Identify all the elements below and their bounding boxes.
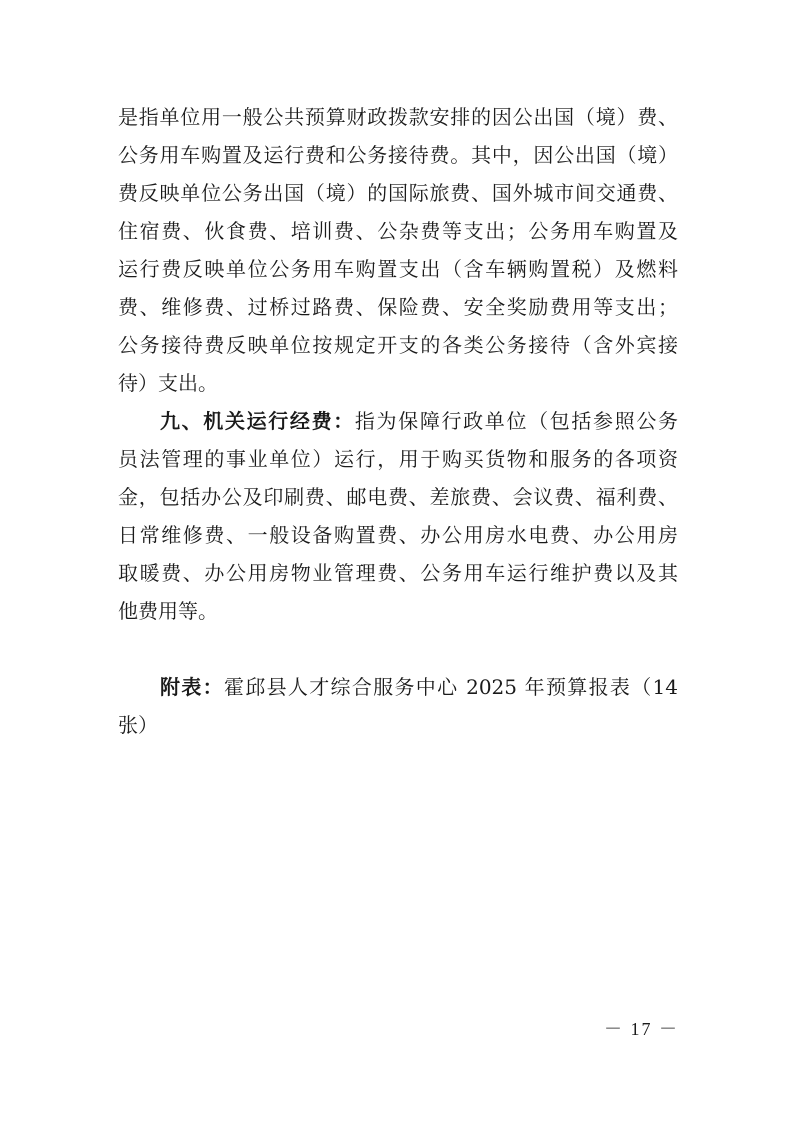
attachment-second-line: 张） [118,713,158,737]
paragraph-line: 公务接待费反映单位按规定开支的各类公务接待（含外宾接 [118,333,678,357]
attachment-title: 霍邱县人才综合服务中心 2025 年预算报表（14 [223,675,679,699]
intro-paragraph [118,98,678,402]
paragraph-line: 待）支出。 [118,371,218,395]
attachment-note [118,668,678,744]
attachment-label: 附表： [160,675,224,699]
paragraph-line: 日常维修费、一般设备购置费、办公用房水电费、办公用房 [118,523,678,547]
document-body [118,98,678,744]
paragraph-line: 运行费反映单位公务用车购置支出（含车辆购置税）及燃料 [118,257,678,281]
paragraph-line: 金，包括办公及印刷费、邮电费、差旅费、会议费、福利费、 [118,485,678,509]
paragraph-line: 费、维修费、过桥过路费、保险费、安全奖励费用等支出； [118,295,678,319]
attachment-first-line [118,668,678,706]
page-number: － 17 － [604,1019,679,1039]
paragraph-gap [118,630,678,668]
section-nine-heading: 九、机关运行经费： [160,409,355,433]
section-nine-first-line-text: 指为保障行政单位（包括参照公务 [354,409,679,433]
paragraph-line: 是指单位用一般公共预算财政拨款安排的因公出国（境）费、 [118,105,678,129]
paragraph-line: 他费用等。 [118,599,218,623]
section-nine [118,402,678,630]
paragraph-line: 费反映单位公务出国（境）的国际旅费、国外城市间交通费、 [118,181,678,205]
paragraph-line: 取暖费、办公用房物业管理费、公务用车运行维护费以及其 [118,561,678,585]
paragraph-line: 住宿费、伙食费、培训费、公杂费等支出；公务用车购置及 [118,219,678,243]
paragraph-line: 员法管理的事业单位）运行，用于购买货物和服务的各项资 [118,447,678,471]
section-nine-first-line [118,402,678,440]
paragraph-line: 公务用车购置及运行费和公务接待费。其中，因公出国（境） [118,143,678,167]
